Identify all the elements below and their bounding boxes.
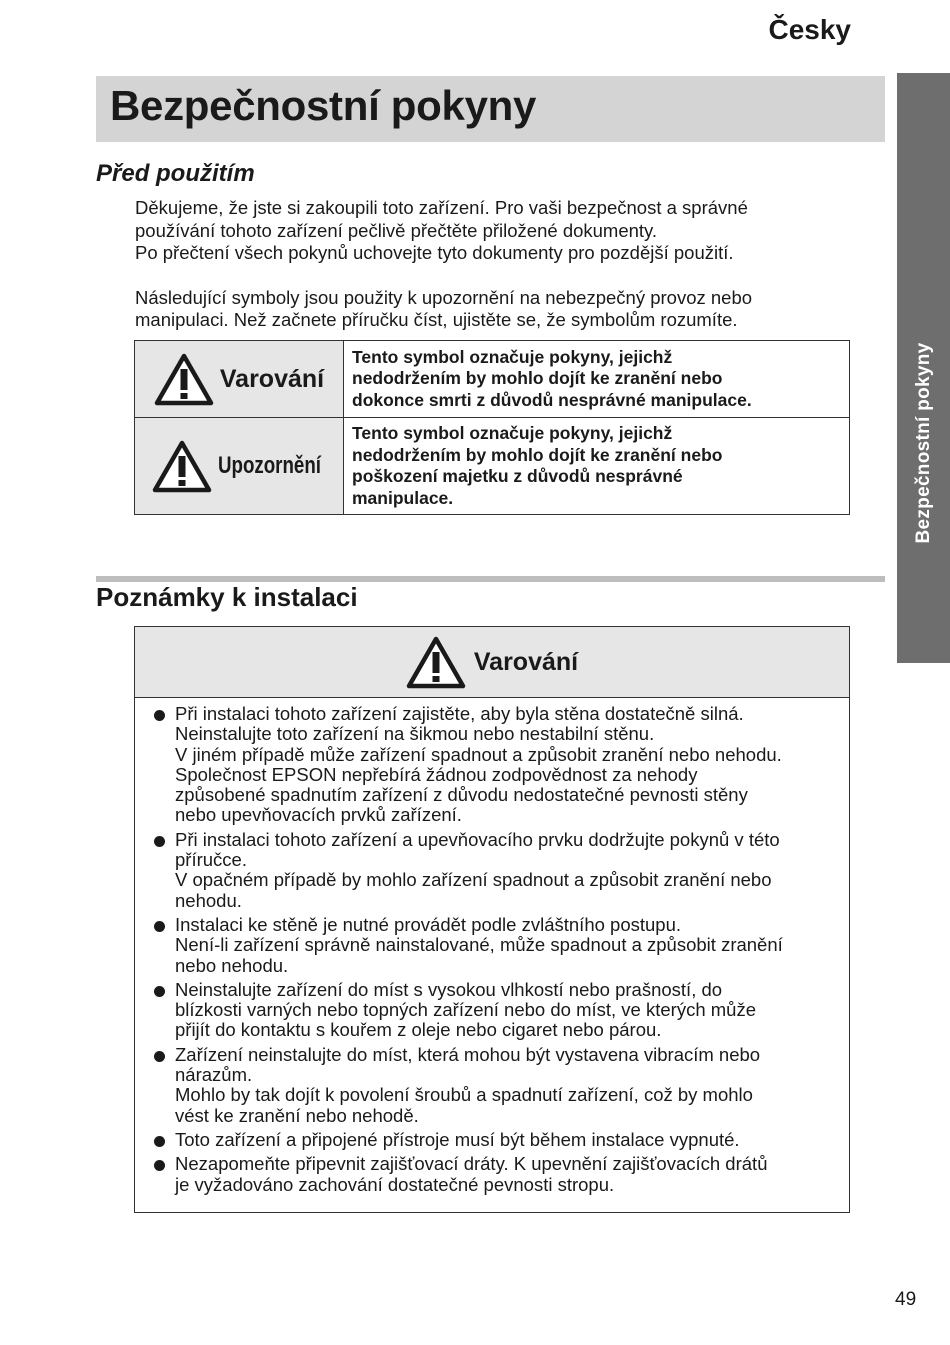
- symbol-label: Upozornění: [218, 452, 321, 479]
- bullet-icon: [154, 1160, 165, 1171]
- side-tab: [897, 73, 950, 663]
- item-line: nebo nehodu.: [175, 954, 289, 976]
- item-line: Při instalaci tohoto zařízení a upevňovacího prvku dodržujte pokynů v této: [175, 828, 780, 850]
- list-item: [175, 1045, 839, 1126]
- caution-triangle-icon: [152, 439, 212, 493]
- installation-heading: Poznámky k instalaci: [96, 582, 358, 612]
- item-line: Zařízení neinstalujte do míst, která mohou být vystavena vibracím nebo: [175, 1043, 761, 1065]
- item-line: přijít do kontaktu s kouřem z oleje nebo cigaret nebo párou.: [175, 1019, 662, 1041]
- bullet-icon: [154, 986, 165, 997]
- symbol-label-cell: [135, 418, 344, 515]
- list-item: [175, 830, 839, 911]
- item-line: způsobené spadnutím zařízení z důvodu nedostatečné pevnosti stěny: [175, 784, 748, 806]
- warning-box-title: Varování: [473, 647, 579, 676]
- symbol-label-cell: [135, 341, 344, 418]
- item-line: vést ke zranění nebo nehodě.: [175, 1104, 419, 1126]
- page-title: Bezpečnostní pokyny: [110, 82, 537, 129]
- symbols-table: [134, 340, 850, 515]
- bullet-icon: [154, 836, 165, 847]
- bullet-icon: [154, 1136, 165, 1147]
- description-line: Tento symbol označuje pokyny, jejichž: [352, 423, 673, 443]
- item-line: nehodu.: [175, 889, 242, 911]
- item-line: blízkosti varných nebo topných zařízení nebo do míst, ve kterých může: [175, 999, 756, 1021]
- description-line: Tento symbol označuje pokyny, jejichž: [352, 346, 673, 367]
- warning-box-header: [135, 627, 849, 698]
- symbol-description: [344, 341, 850, 418]
- language-label: Česky: [768, 14, 851, 45]
- list-item: [175, 980, 839, 1041]
- side-tab-label: Bezpečnostní pokyny: [912, 342, 934, 544]
- item-line: nebo upevňovacích prvků zařízení.: [175, 804, 462, 826]
- bullet-icon: [154, 710, 165, 721]
- symbol-description: [344, 418, 850, 515]
- item-line: Neinstalujte zařízení do míst s vysokou vlhkostí nebo prašností, do: [175, 978, 723, 1000]
- intro-line: Následující symboly jsou použity k upozornění na nebezpečný provoz nebo: [135, 286, 753, 308]
- item-line: V opačném případě by mohlo zařízení spadnout a způsobit zranění nebo: [175, 869, 772, 891]
- item-line: Toto zařízení a připojené přístroje musí být během instalace vypnuté.: [175, 1128, 740, 1150]
- item-line: Společnost EPSON nepřebírá žádnou zodpovědnost za nehody: [175, 763, 698, 785]
- item-line: V jiném případě může zařízení spadnout a způsobit zranění nebo nehodu.: [175, 743, 782, 765]
- intro-line: používání tohoto zařízení pečlivě přečtěte přiložené dokumenty.: [135, 219, 658, 241]
- page-number: 49: [895, 1289, 917, 1310]
- warning-triangle-icon: [406, 635, 466, 689]
- item-line: Při instalaci tohoto zařízení zajistěte, aby byla stěna dostatečně silná.: [175, 703, 744, 724]
- before-use-heading: Před použitím: [96, 160, 255, 187]
- list-item: [175, 1130, 839, 1150]
- item-line: Instalaci ke stěně je nutné provádět podle zvláštního postupu.: [175, 913, 682, 935]
- intro-text: [135, 197, 835, 332]
- item-line: Mohlo by tak dojít k povolení šroubů a spadnutí zařízení, což by mohlo: [175, 1084, 753, 1106]
- description-line: nedodržením by mohlo dojít ke zranění nebo: [352, 368, 723, 389]
- intro-paragraph-1: [135, 197, 835, 265]
- installation-list: [135, 698, 849, 1195]
- list-item: [175, 1154, 839, 1195]
- bullet-icon: [154, 1051, 165, 1062]
- description-line: nedodržením by mohlo dojít ke zranění nebo: [352, 444, 723, 465]
- installation-warning-box: [134, 626, 850, 1213]
- bullet-icon: [154, 921, 165, 932]
- list-item: [175, 915, 839, 976]
- intro-line: manipulaci. Než začnete příručku číst, ujistěte se, že symbolům rozumíte.: [135, 309, 738, 330]
- item-line: Nezapomeňte připevnit zajišťovací dráty. K upevnění zajišťovacích drátů: [175, 1153, 768, 1175]
- symbol-row-caution: [135, 418, 850, 515]
- intro-line: Děkujeme, že jste si zakoupili toto zařízení. Pro vaši bezpečnost a správné: [135, 197, 748, 218]
- item-line: nárazům.: [175, 1064, 253, 1086]
- description-line: dokonce smrti z důvodů nesprávné manipulace.: [352, 389, 752, 410]
- description-line: manipulace.: [352, 487, 454, 508]
- list-item: [175, 704, 839, 826]
- title-bar: [96, 76, 885, 142]
- description-line: poškození majetku z důvodů nesprávné: [352, 466, 683, 486]
- item-line: příručce.: [175, 849, 247, 871]
- symbol-row-warning: [135, 341, 850, 418]
- intro-line: Po přečtení všech pokynů uchovejte tyto dokumenty pro pozdější použití.: [135, 242, 734, 263]
- item-line: Není-li zařízení správně nainstalované, může spadnout a způsobit zranění: [175, 934, 783, 956]
- intro-paragraph-2: [135, 287, 835, 332]
- item-line: Neinstalujte toto zařízení na šikmou nebo nestabilní stěnu.: [175, 723, 655, 745]
- symbol-label: Varování: [219, 364, 325, 393]
- item-line: je vyžadováno zachování dostatečné pevnosti stropu.: [175, 1173, 615, 1195]
- warning-triangle-icon: [154, 352, 214, 406]
